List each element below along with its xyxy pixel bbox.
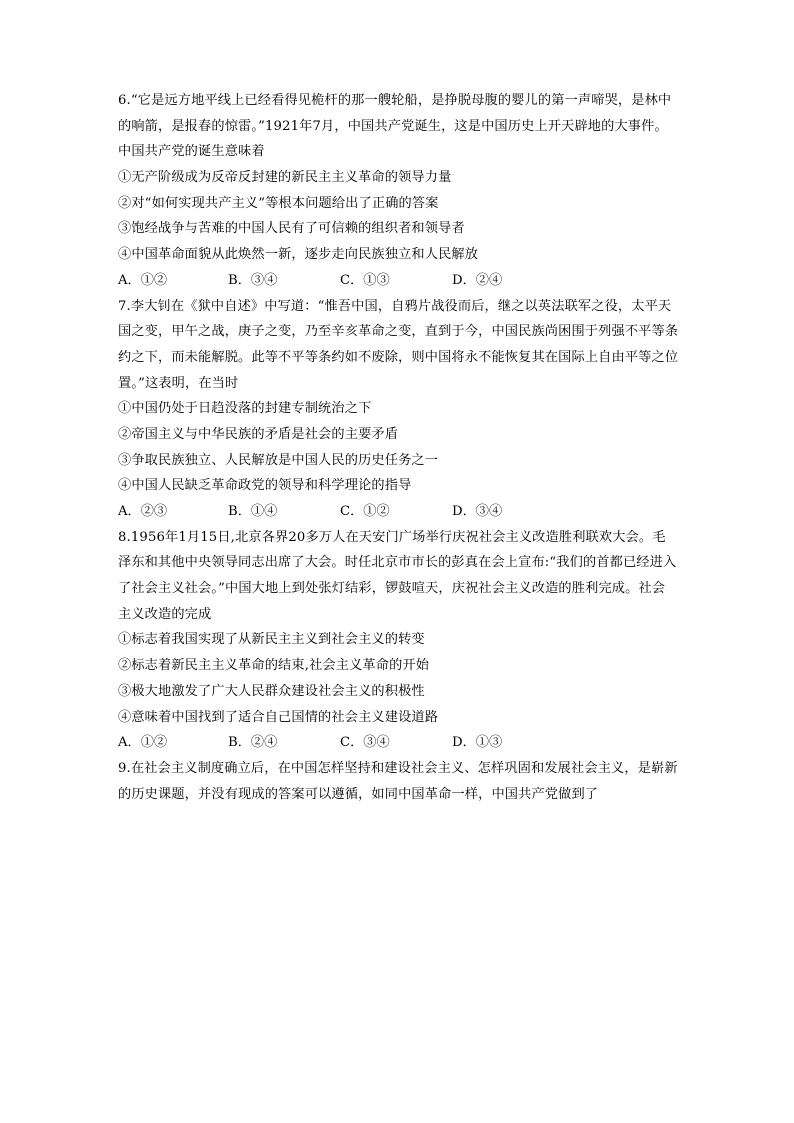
option-a[interactable]: A．①② bbox=[118, 735, 168, 751]
statement-item: ③极大地激发了广大人民群众建设社会主义的积极性 bbox=[118, 683, 425, 699]
option-a[interactable]: A．②③ bbox=[118, 504, 168, 519]
option-b[interactable]: B．③④ bbox=[228, 272, 278, 288]
option-c[interactable]: C．①② bbox=[340, 504, 390, 519]
statement-item: ①无产阶级成为反帝反封建的新民主主义革命的领导力量 bbox=[118, 170, 452, 186]
option-d[interactable]: D．③④ bbox=[452, 504, 503, 519]
question-stem-line: 主义改造的完成 bbox=[118, 606, 212, 622]
statement-item: ③饱经战争与苦难的中国人民有了可信赖的组织者和领导者 bbox=[118, 221, 465, 237]
question-6 bbox=[118, 88, 690, 294]
question-9 bbox=[118, 756, 690, 807]
option-b[interactable]: B．②④ bbox=[228, 735, 278, 751]
statement-item: ②帝国主义与中华民族的矛盾是社会的主要矛盾 bbox=[118, 426, 399, 442]
statement-item: ①中国仍处于日趋没落的封建专制统治之下 bbox=[118, 401, 372, 417]
question-stem-line: 中国共产党的诞生意味着 bbox=[118, 144, 265, 160]
option-c[interactable]: C．③④ bbox=[340, 735, 390, 751]
statement-item: ③争取民族独立、人民解放是中国人民的历史任务之一 bbox=[118, 452, 439, 468]
statement-item: ②标志着新民主主义革命的结束,社会主义革命的开始 bbox=[118, 658, 430, 674]
question-stem-line: 约之下，而未能解脱。此等不平等条约如不废除，则中国将永不能恢复其在国际上自由平等之位 bbox=[118, 349, 679, 365]
answer-options bbox=[118, 268, 690, 294]
statement-item: ④中国人民缺乏革命政党的领导和科学理论的指导 bbox=[118, 478, 412, 494]
question-stem-line: 国之变，甲午之战，庚子之变，乃至辛亥革命之变，直到于今，中国民族尚困围于列强不平等条 bbox=[118, 324, 679, 340]
question-stem-line: 泽东和其他中央领导同志出席了大会。时任北京市市长的彭真在会上宣布:“我们的首都已经进入 bbox=[118, 555, 677, 571]
option-d[interactable]: D．①③ bbox=[452, 735, 503, 751]
answer-options bbox=[118, 499, 690, 525]
question-stem-line: 8.1956年1月15日,北京各界20多万人在天安门广场举行庆祝社会主义改造胜利联欢大会。毛 bbox=[118, 529, 666, 545]
answer-options bbox=[118, 730, 690, 756]
question-stem-line: 7.李大钊在《狱中自述》中写道：“惟吾中国，自鸦片战役而后，继之以英法联军之役，太平天 bbox=[118, 298, 672, 314]
statement-item: ④中国革命面貌从此焕然一新，逐步走向民族独立和人民解放 bbox=[118, 247, 479, 263]
statement-item: ①标志着我国实现了从新民主主义到社会主义的转变 bbox=[118, 632, 425, 648]
statement-item: ②对“如何实现共产主义”等根本问题给出了正确的答案 bbox=[118, 195, 439, 211]
option-d[interactable]: D．②④ bbox=[452, 272, 503, 288]
question-stem-line: 的响箭，是报春的惊雷。”1921年7月，中国共产党诞生，这是中国历史上开天辟地的大事件。 bbox=[118, 118, 668, 134]
exam-page bbox=[118, 88, 690, 807]
option-c[interactable]: C．①③ bbox=[340, 272, 390, 288]
question-7 bbox=[118, 294, 690, 525]
statement-item: ④意味着中国找到了适合自己国情的社会主义建设道路 bbox=[118, 709, 439, 725]
question-stem-line: 置。”这表明，在当时 bbox=[118, 375, 239, 391]
question-stem-line: 的历史课题，并没有现成的答案可以遵循，如同中国革命一样，中国共产党做到了 bbox=[118, 786, 599, 802]
question-stem-line: 了社会主义社会。”中国大地上到处张灯结彩，锣鼓喧天，庆祝社会主义改造的胜利完成。社会 bbox=[118, 581, 666, 597]
question-stem-line: 6.“它是远方地平线上已经看得见桅杆的那一艘轮船，是挣脱母腹的婴儿的第一声啼哭，是林中 bbox=[118, 93, 672, 108]
question-8 bbox=[118, 525, 690, 756]
option-b[interactable]: B．①④ bbox=[228, 504, 278, 519]
question-stem-line: 9.在社会主义制度确立后，在中国怎样坚持和建设社会主义、怎样巩固和发展社会主义，是崭新 bbox=[118, 760, 678, 776]
option-a[interactable]: A．①② bbox=[118, 272, 168, 288]
